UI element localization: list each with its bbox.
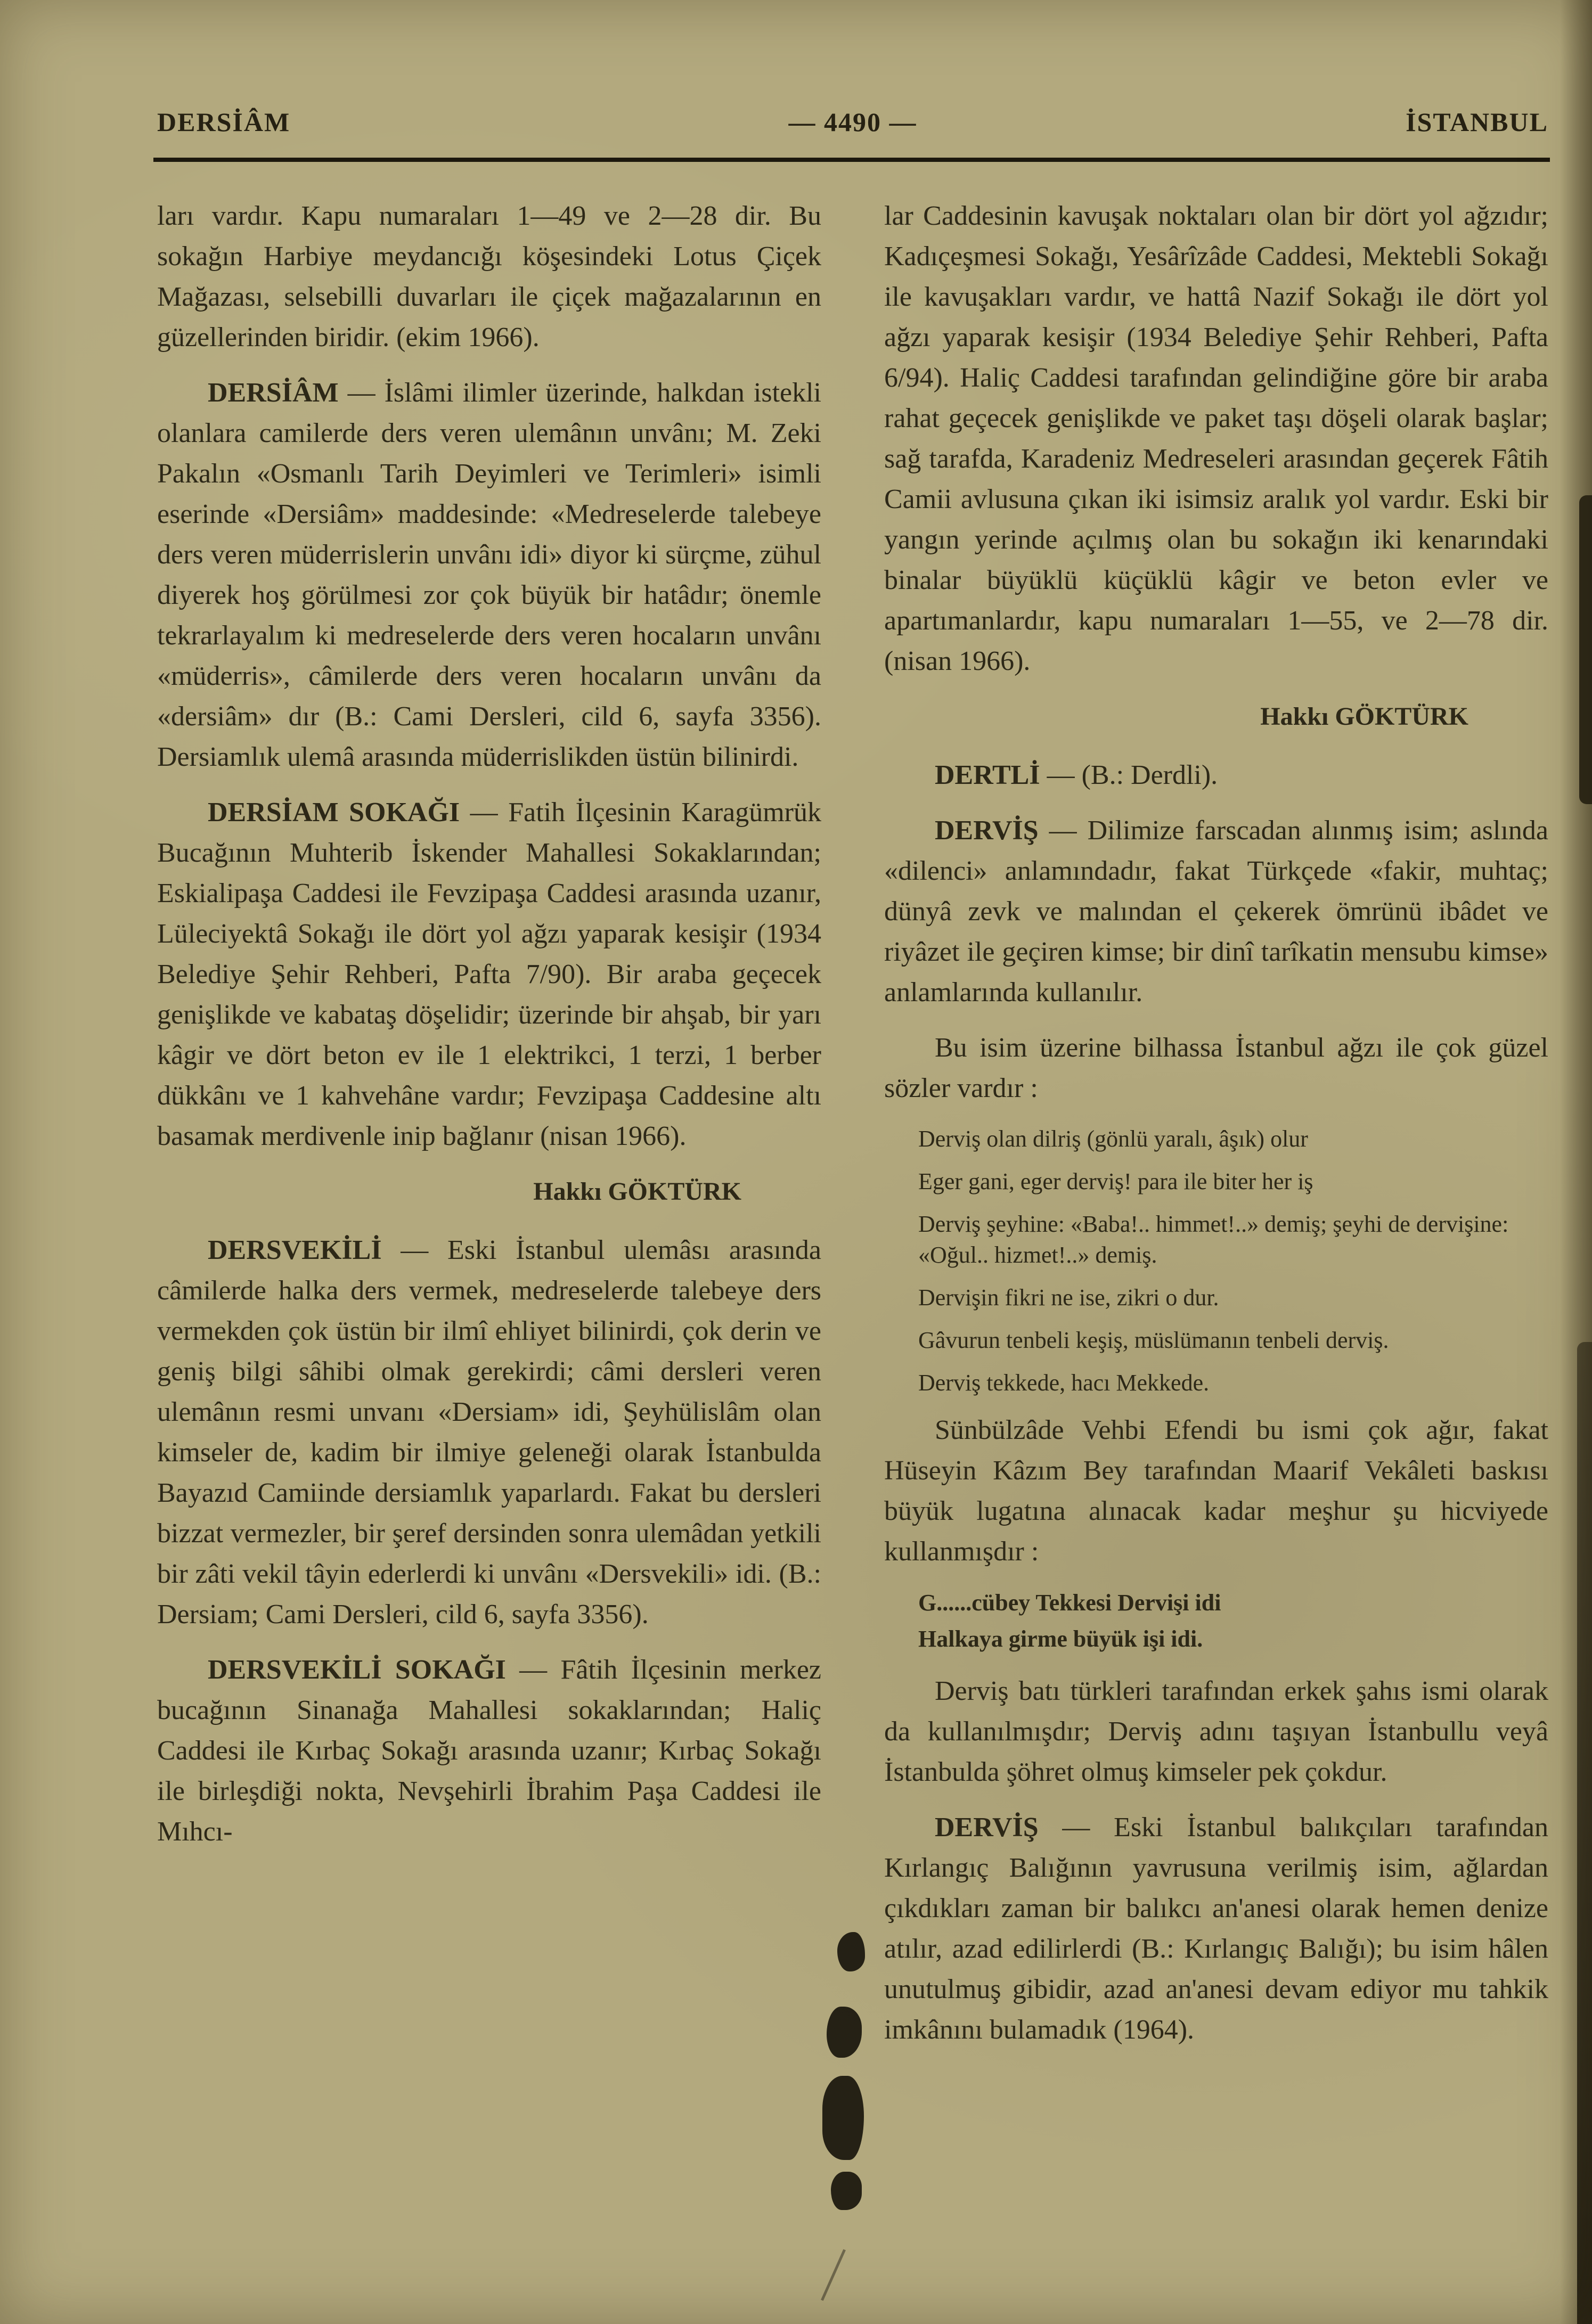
signature-hakki-gokturk: Hakkı GÖKTÜRK — [533, 1177, 741, 1206]
verse-line: Gâvurun tenbeli keşiş, müslümanın tenbeli derviş. — [918, 1327, 1389, 1353]
ink-stain — [822, 2076, 864, 2160]
continuation-paragraph: ları vardır. Kapu numaraları 1—49 ve 2—28 dir. Bu sokağın Harbiye meydancığı köşesindeki Lotus Çiçek Mağazası, selsebilli duvarları ile çiçek mağazalarının en güzellerinden biridir. (ekim 1966). — [157, 201, 821, 353]
signature-hakki-gokturk: Hakkı GÖKTÜRK — [1260, 702, 1468, 731]
verse-line: Derviş tekkede, hacı Mekkede. — [918, 1370, 1210, 1396]
ink-stain — [837, 1932, 865, 1971]
couplet-line: G......cübey Tekkesi Dervişi idi — [918, 1590, 1221, 1616]
couplet-line: Halkaya girme büyük işi idi. — [918, 1626, 1203, 1652]
entry-dersvekili-sokagi-headword: DERSVEKİLİ SOKAĞI — [208, 1655, 506, 1685]
bati-turkleri-paragraph: Derviş batı türkleri tarafından erkek şahıs ismi olarak da kullanılmışdır; Derviş adını taşıyan İstanbullu veyâ İstanbulda şöhret olmuş kimseler pek çokdur. — [884, 1676, 1548, 1787]
entry-dersiam-headword: DERSİÂM — [208, 378, 339, 408]
entry-dertli — [884, 755, 1548, 796]
entry-dervis-2-headword: DERVİŞ — [935, 1812, 1039, 1843]
page-header — [157, 107, 1548, 137]
entry-dersiam-sokagi-headword: DERSİAM SOKAĞI — [208, 797, 460, 828]
entry-dertli-headword: DERTLİ — [935, 760, 1040, 790]
continuation-paragraph: lar Caddesinin kavuşak noktaları olan bir dört yol ağzıdır; Kadıçeşmesi Sokağı, Yesârîzâde Caddesi, Mektebli Sokağı ile kavuşakları vardır, ve hattâ Nazif Sokağı ile dört yol ağzı yaparak kesişir (1934 Belediye Şehir Rehberi, Pafta 6/94). Haliç Caddesi tarafından gelindiğine göre bir araba rahat geçecek genişlikde ve paket taşı döşeli olarak başlar; sağ tarafda, Karadeniz Medreseleri arasından geçerek Fâtih Camii avlusuna çıkan iki isimsiz aralık yol vardır. Eski bir yangın yerinde açılmış olan bu sokağın iki kenarındaki binalar büyüklü küçüklü kâgir ve beton evler ve apartımanlardır, kapu numaraları 1—55, ve 2—78 dir. (nisan 1966). — [884, 201, 1548, 676]
pen-slash-mark — [821, 2249, 846, 2301]
verse-line: Dervişin fikri ne ise, zikri o dur. — [918, 1284, 1219, 1311]
sayings-intro-paragraph: Bu isim üzerine bilhassa İstanbul ağzı ile çok güzel sözler vardır : — [884, 1033, 1548, 1103]
entry-dervis-1 — [884, 811, 1548, 1013]
entry-dertli-text: — (B.: Derdli). — [1040, 760, 1218, 790]
page-edge-dark-strip — [1577, 1342, 1592, 2324]
entry-dersiam-text: — İslâmi ilimler üzerinde, halkdan istekli olanlara camilerde ders veren ulemânın unvânı; M. Zeki Pakalın «Osmanlı Tarih Deyimleri ve Terimleri» isimli eserinde «Dersiâm» maddesinde: «Medreselerde talebeye ders veren müderrislerin unvânı idi» diyor ki sürçme, zühul diyerek hoş görülmesi zor çok büyük bir hatâdır; önemle tekrarlayalım ki medreselerde ders veren hocaların unvânı «müderris», câmilerde ders veren hocaların unvânı da «dersiâm» dır (B.: Cami Dersleri, cild 6, sayfa 3356). Dersiamlık ulemâ arasında müderrislikden üstün bilinirdi. — [157, 378, 821, 772]
verse-line: Eger gani, eger derviş! para ile biter her iş — [918, 1168, 1313, 1194]
entry-dersvekili-sokagi — [157, 1650, 821, 1852]
ink-stain — [831, 2172, 862, 2210]
header-rule — [153, 158, 1550, 162]
entry-dersvekili-sokagi-text: — Fâtih İlçesinin merkez bucağının Sinanağa Mahallesi sokaklarından; Haliç Caddesi ile Kırbaç Sokağı arasında uzanır; Kırbaç Sokağı ile birleşdiği nokta, Nevşehirli İbrahim Paşa Caddesi ile Mıhcı- — [157, 1655, 821, 1847]
entry-dervis-1-headword: DERVİŞ — [935, 815, 1039, 846]
entry-dersvekili-headword: DERSVEKİLİ — [208, 1235, 382, 1265]
running-title-right: İSTANBUL — [1406, 107, 1548, 137]
text-columns — [157, 196, 1548, 2065]
entry-dervis-2 — [884, 1807, 1548, 2050]
entry-dervis-1-text: — Dilimize farscadan alınmış isim; aslında «dilenci» anlamındadır, fakat Türkçede «fakir, muhtaç; dünyâ zevk ve malından el çekerek ömrünü ibâdet ve riyâzet ile geçiren kimse; bir dinî tarîkatin mensubu kimse» anlamlarında kullanılır. — [884, 815, 1548, 1008]
page-number: — 4490 — — [788, 107, 917, 137]
entry-dersvekili — [157, 1230, 821, 1635]
running-title-left: DERSİÂM — [157, 107, 291, 137]
entry-dervis-2-text: — Eski İstanbul balıkçıları tarafından Kırlangıç Balığının yavrusuna verilmiş isim, ağlardan çıkdıkları zaman bir balıkcı an'anesi olarak hemen denize atılır, azad edilirlerdi (B.: Kırlangıç Balığı); bu isim hâlen unutulmuş gibidir, azad an'anesi devam ediyor mu tahkik imkânını bulamadık (1964). — [884, 1812, 1548, 2045]
verse-line: Derviş şeyhine: «Baba!.. himmet!..» demiş; şeyhi de dervişine: «Oğul.. hizmet!..» demiş. — [918, 1211, 1509, 1268]
right-column — [884, 196, 1548, 2065]
vehbi-paragraph: Sünbülzâde Vehbi Efendi bu ismi çok ağır, fakat Hüseyin Kâzım Bey tarafından Maarif Vekâleti baskısı büyük lugatına alınacak kadar meşhur şu hicviyede kullanmışdır : — [884, 1415, 1548, 1567]
entry-dersiam-sokagi-text: — Fatih İlçesinin Karagümrük Bucağının Muhterib İskender Mahallesi Sokaklarından; Eskialipaşa Caddesi ile Fevzipaşa Caddesi arasında uzanır, Lüleciyektâ Sokağı ile dört yol ağzı yaparak kesişir (1934 Belediye Şehir Rehberi, Pafta 7/90). Bir araba geçecek genişlikde ve kabataş döşelidir; üzerinde bir ahşab, bir yarı kâgir ve dört beton ev ile 1 elektrikci, 1 terzi, 1 berber dükkânı ve 1 kahvehâne vardır; Fevzipaşa Caddesine altı basamak merdivenle inip bağlanır (nisan 1966). — [157, 797, 821, 1151]
entry-dersiam — [157, 373, 821, 778]
entry-dersiam-sokagi — [157, 792, 821, 1157]
left-column — [157, 196, 821, 2065]
entry-dersvekili-text: — Eski İstanbul ulemâsı arasında câmilerde halka ders vermek, medreselerde talebeye ders vermekden çok üstün bir ilmî ehliyet bilinirdi, çok derin ve geniş bilgi sâhibi olmak gerekirdi; câmi dersleri veren ulemânın resmi unvanı «Dersiam» idi, Şeyhülislâm olan kimseler de, kadim bir ilmiye geleneği olarak İstanbulda Bayazıd Camiinde dersiamlık yaparlardı. Fakat bu dersleri bizzat vermezler, bir şeref dersinden sonra ulemâdan yetkili bir zâti vekil tâyin ederlerdi ki unvânı «Dersvekili» idi. (B.: Dersiam; Cami Dersleri, cild 6, sayfa 3356). — [157, 1235, 821, 1630]
verse-line: Derviş olan dilriş (gönlü yaralı, âşık) olur — [918, 1126, 1308, 1152]
page-edge-dark-strip — [1579, 495, 1592, 804]
